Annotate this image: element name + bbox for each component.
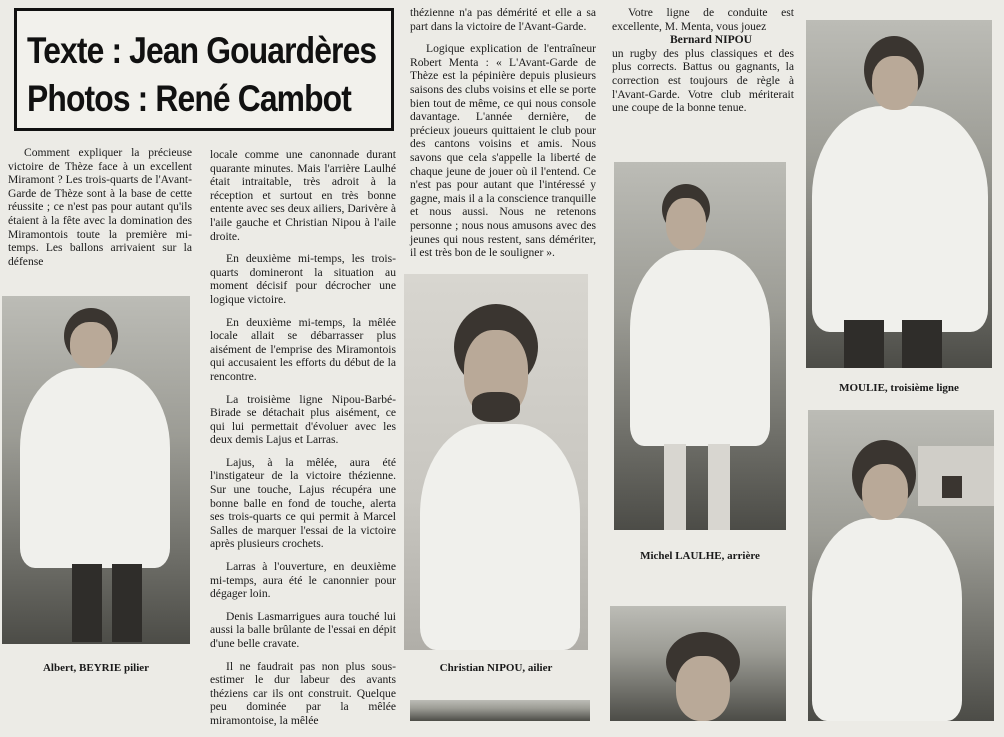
- paragraph: un rugby des plus classiques et des plus corrects. Battus ou gagnants, la correction est toujours de règle à l'Avant-Garde. Votre club mériterait une coupe de la bonne tenue.: [612, 46, 794, 115]
- photo-moulie: [806, 20, 992, 368]
- caption-nipou: Christian NIPOU, ailier: [439, 662, 553, 674]
- article-column-1: [8, 146, 192, 277]
- paragraph: Comment expliquer la précieuse victoire de Thèze face à un excellent Miramont ? Les trois-quarts de l'Avant-Garde de Thèze sont à la base de cette réussite ; ce n'est pas pour autant qu'ils étaient à la fête avec la domination des Miramontois toute la première mi-temps. Les ballons arrivaient sur la défense: [8, 146, 192, 268]
- paragraph: Il ne faudrait pas non plus sous-estimer le dur labeur des avants théziens car ils ont construit. Quelque peu dominée par la mêlée miramontoise, la mêlée: [210, 659, 396, 727]
- headline-photographer: Photos : René Cambot: [27, 78, 352, 119]
- photo-bottom-center: [410, 700, 590, 721]
- paragraph: Lajus, à la mêlée, aura été l'instigateur de la victoire thézienne. Sur une touche, Lajus récupéra une bonne balle en fond de touche, alerta ses trois-quarts ce qui permit à Marcel Salles de marquer l'essai de la victoire après plusieurs crochets.: [210, 455, 396, 551]
- photo-bottom-right-center: [610, 606, 786, 721]
- caption-moulie: MOULIE, troisième ligne: [839, 382, 959, 394]
- paragraph: En deuxième mi-temps, les trois-quarts domineront la situation au moment décisif pour décrocher une logique victoire.: [210, 252, 396, 306]
- caption-laulhe: Michel LAULHE, arrière: [640, 550, 760, 562]
- article-column-4: [612, 6, 794, 124]
- paragraph: locale comme une canonnade durant quarante minutes. Mais l'arrière Laulhé était intraitable, très adroit à la réception et surtout en très bonne entente avec ses deux ailiers, Darivère à l'aile gauche et Christian Nipou à l'aile droite.: [210, 148, 396, 243]
- player-name: Bernard NIPOU: [669, 33, 753, 47]
- article-column-3: [410, 6, 596, 269]
- paragraph: Denis Lasmarrigues aura touché lui aussi la balle brûlante de l'essai en dépit d'une belle cravate.: [210, 609, 396, 650]
- paragraph: Votre ligne de conduite est excellente, M. Menta, vous jouez: [612, 6, 794, 33]
- photo-laulhe: [614, 162, 786, 530]
- paragraph: Logique explication de l'entraîneur Robert Menta : « L'Avant-Garde de Thèze est la pépinière depuis plusieurs saisons des clubs voisins et elle se porte bien tout de même, ce qui nous console davantage. L'année dernière, de précieux joueurs quittaient le club pour des cantons voisins et amis. Nous savons que cela s'appelle la liberté de chaque jeune de jouer où il l'entend. Ce n'est pas pour autant que l'intéressé y gagne, mais il a la conscience tranquille et nous aussi. Nous ne retenons personne ; nous nous amusons avec des jeunes qui nous restent, sans démériter, il est très bon de le souligner ».: [410, 42, 596, 260]
- article-column-2: [210, 148, 396, 737]
- headline-author: Texte : Jean Gouardères: [27, 30, 377, 71]
- paragraph: La troisième ligne Nipou-Barbé-Birade se détachait plus aisément, ce qui lui permettait d'évoluer avec les deux demis Lajus et Larras.: [210, 392, 396, 447]
- paragraph: thézienne n'a pas démérité et elle a sa part dans la victoire de l'Avant-Garde.: [410, 6, 596, 33]
- paragraph: Larras à l'ouverture, en deuxième mi-temps, aura été le canonnier pour dégager loin.: [210, 560, 396, 601]
- photo-nipou: [404, 274, 588, 650]
- photo-bottom-right: [808, 410, 994, 721]
- photo-beyrie: [2, 296, 190, 644]
- paragraph: En deuxième mi-temps, la mêlée locale allait se débarrasser plus aisément de l'emprise des Miramontois qui accusaient les efforts du début de la rencontre.: [210, 315, 396, 383]
- headline-box: [14, 8, 394, 131]
- caption-beyrie: Albert, BEYRIE pilier: [42, 662, 150, 674]
